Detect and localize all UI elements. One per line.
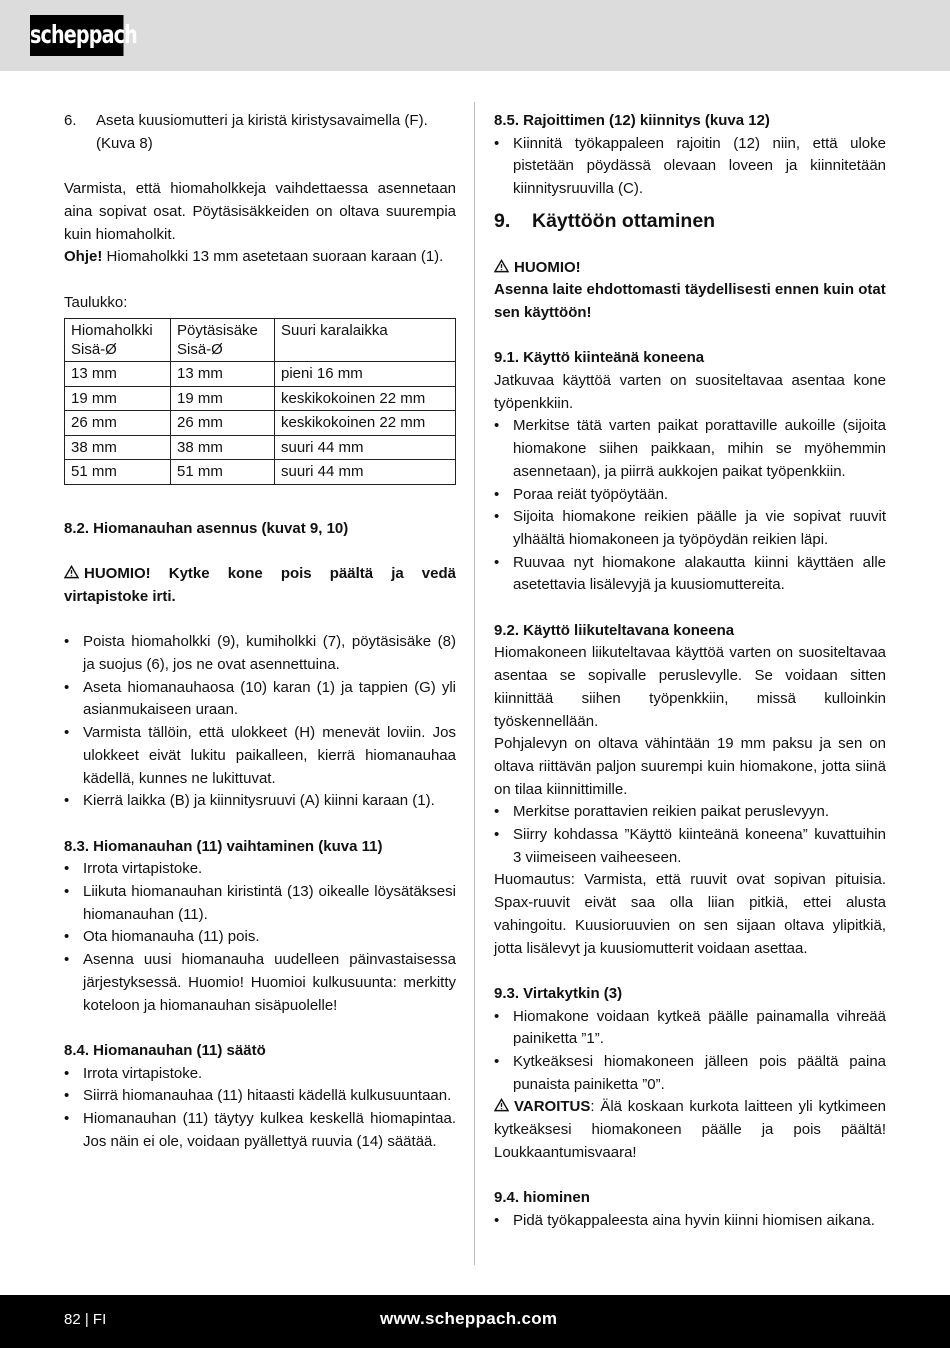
section-heading: 8.3. Hiomanauhan (11) vaihtaminen (kuva 11) — [64, 837, 383, 855]
paragraph: Varmista, että hiomaholkkeja vaihdettaessa asennetaan aina sopivat osat. Pöytäsisäkkeiden on oltava suurempia kuin hiomaholkit. — [64, 180, 456, 243]
cell: 38 mm — [171, 435, 275, 460]
list-item: • Asenna uusi hiomanauha uudelleen päinvastaisessa järjestyksessä. Huomio! Huomioi kulkusuunta: merkitty koteloon ja hiomanauhan sisäpuolelle! — [64, 949, 456, 1017]
cell: 19 mm — [171, 386, 275, 411]
bullet-list — [494, 1006, 886, 1097]
cell: keskikokoinen 22 mm — [275, 386, 456, 411]
step-text: Aseta kuusiomutteri ja kiristä kiristysavaimella (F). (Kuva 8) — [96, 112, 428, 152]
list-item: • Merkitse tätä varten paikat porattaville aukoille (sijoita hiomakone siihen paikkaan, mihin se myöhemmin asennetaan), ja piirrä aukkojen paikat työpenkkiin. — [494, 415, 886, 483]
section-heading: 9.2. Käyttö liikuteltavana koneena — [494, 621, 735, 639]
section-heading: 8.5. Rajoittimen (12) kiinnitys (kuva 12) — [494, 112, 770, 129]
list-item: • Sijoita hiomakone reikien päälle ja vie sopivat ruuvit ylhäältä hiomakoneen ja työpöydän reikien läpi. — [494, 506, 886, 551]
bullet-list — [64, 858, 456, 1017]
list-item: • Pidä työkappaleesta aina hyvin kiinni hiomisen aikana. — [494, 1210, 886, 1233]
sleeve-table — [64, 318, 456, 485]
list-item: • Kytkeäksesi hiomakoneen jälleen pois päältä paina punaista painiketta ”0”. — [494, 1051, 886, 1096]
list-item: • Siirry kohdassa ”Käyttö kiinteänä koneena” kuvattuihin 3 viimeiseen vaiheeseen. — [494, 824, 886, 869]
cell: keskikokoinen 22 mm — [275, 411, 456, 436]
list-item: • Irrota virtapistoke. — [64, 858, 456, 881]
paragraph: Jatkuvaa käyttöä varten on suositeltavaa asentaa kone työpenkkiin. — [494, 372, 886, 412]
bullet-list — [64, 1063, 456, 1154]
page-number: 82 | FI — [64, 1311, 107, 1328]
cell: pieni 16 mm — [275, 362, 456, 387]
warning-label: HUOMIO! — [514, 258, 581, 276]
chapter-title: Käyttöön ottaminen — [532, 209, 716, 232]
bullet-list — [494, 801, 886, 869]
warning-icon — [494, 259, 509, 273]
note-text: Hiomaholkki 13 mm asetetaan suoraan karaan (1). — [102, 248, 444, 266]
list-item: • Liikuta hiomanauhan kiristintä (13) oikealle löysätäksesi hiomanauhan (11). — [64, 881, 456, 926]
list-item: • Hiomakone voidaan kytkeä päälle painamalla vihreää painiketta ”1”. — [494, 1006, 886, 1051]
section-heading: 8.4. Hiomanauhan (11) säätö — [64, 1041, 266, 1059]
list-item: • Poraa reiät työpöytään. — [494, 484, 886, 507]
list-item: • Varmista tällöin, että ulokkeet (H) menevät loviin. Jos ulokkeet eivät lukitu paikalleen, kierrä hiomanauhaa kädellä, kunnes ne lukittuvat. — [64, 722, 456, 790]
cell: 26 mm — [171, 411, 275, 436]
right-column — [494, 110, 886, 1233]
section-heading: 9.1. Käyttö kiinteänä koneena — [494, 349, 705, 367]
table-row — [65, 460, 456, 485]
list-item: • Ota hiomanauha (11) pois. — [64, 926, 456, 949]
bullet-list — [494, 415, 886, 597]
section-heading: 9.4. hiominen — [494, 1189, 590, 1207]
warning — [494, 257, 886, 280]
list-item: • Merkitse porattavien reikien paikat peruslevyyn. — [494, 801, 886, 824]
list-item: • Hiomanauhan (11) täytyy kulkea keskellä hiomapintaa. Jos näin ei ole, voidaan pyällettyä ruuvia (14) säätää. — [64, 1108, 456, 1153]
warning-text: : Älä koskaan kurkota laitteen yli kytkimeen kytkeäksesi hiomakoneen päälle ja pois päältä! Loukkaantumisvaara! — [494, 1098, 886, 1161]
note — [64, 246, 456, 269]
bullet-list — [64, 631, 456, 813]
list-item: • Ruuvaa nyt hiomakone alakautta kiinni käyttäen alle asetettavia lisälevyjä ja kuusiomuttereita. — [494, 552, 886, 597]
note-label: Ohje! — [64, 248, 103, 266]
list-item: • Irrota virtapistoke. — [64, 1063, 456, 1086]
bullet-list — [494, 133, 886, 201]
bullet-list — [494, 1210, 886, 1233]
list-item: • Poista hiomaholkki (9), kumiholkki (7), pöytäsisäke (8) ja suojus (6), jos ne ovat asennettuina. — [64, 631, 456, 676]
table-header: Hiomaholkki Sisä-Ø — [65, 319, 171, 362]
left-column — [64, 110, 456, 1153]
table-row — [65, 411, 456, 436]
paragraph: Huomautus: Varmista, että ruuvit ovat sopivan pituisia. Spax-ruuvit eivät saa olla liian pitkiä, ettei alusta vahingoitu. Kuusioruuvien on sen sijaan oltava ylipitkiä, jotta lisälevyt ja kuusiomutterit voidaan asettaa. — [494, 871, 886, 957]
table-label: Taulukko: — [64, 293, 128, 311]
table-header: Suuri karalaikka — [275, 319, 456, 362]
list-item: • Kierrä laikka (B) ja kiinnitysruuvi (A) kiinni karaan (1). — [64, 790, 456, 813]
warning — [494, 1096, 886, 1164]
cell: 13 mm — [171, 362, 275, 387]
table-row — [65, 386, 456, 411]
cell: 19 mm — [65, 386, 171, 411]
cell: 51 mm — [171, 460, 275, 485]
section-heading: 9.3. Virtakytkin (3) — [494, 984, 623, 1002]
warning-text: Asenna laite ehdottomasti täydellisesti ennen kuin otat sen käyttöön! — [494, 281, 886, 321]
warning-label: VAROITUS — [514, 1098, 591, 1116]
step-6 — [64, 110, 456, 155]
table-row — [65, 362, 456, 387]
cell: suuri 44 mm — [275, 460, 456, 485]
cell: suuri 44 mm — [275, 435, 456, 460]
footer — [0, 1295, 950, 1348]
list-item: • Siirrä hiomanauhaa (11) hitaasti kädellä kulkusuuntaan. — [64, 1085, 456, 1108]
scheppach-logo: scheppach — [30, 15, 124, 56]
website-link[interactable]: www.scheppach.com — [380, 1309, 558, 1328]
warning — [64, 563, 456, 608]
cell: 51 mm — [65, 460, 171, 485]
column-divider — [474, 102, 475, 1265]
table-row — [65, 435, 456, 460]
table-header-row — [65, 319, 456, 362]
section-heading: 8.2. Hiomanauhan asennus (kuvat 9, 10) — [64, 519, 349, 537]
list-item: • Aseta hiomanauhaosa (10) karan (1) ja tappien (G) yli asianmukaiseen uraan. — [64, 677, 456, 722]
step-number: 6. — [64, 112, 77, 129]
chapter-number: 9. — [494, 209, 511, 232]
header-bar — [0, 0, 950, 71]
paragraph: Pohjalevyn on oltava vähintään 19 mm paksu ja sen on oltava riittävän paljon suurempi kuin hiomakone, jotta siinä on tilaa kiinnittimille. — [494, 735, 886, 798]
table-header: Pöytäsisäke Sisä-Ø — [171, 319, 275, 362]
warning-text: HUOMIO! Kytke kone pois päältä ja vedä virtapistoke irti. — [64, 565, 456, 605]
warning-icon — [64, 565, 79, 579]
cell: 26 mm — [65, 411, 171, 436]
warning-icon — [494, 1098, 509, 1112]
paragraph: Hiomakoneen liikuteltavaa käyttöä varten on suositeltavaa asentaa se sopivalle peruslevylle. Se voidaan sitten kiinnittää siihen työpenkkiin, missä kulloinkin työskennellään. — [494, 644, 886, 730]
chapter-heading — [494, 210, 886, 233]
cell: 38 mm — [65, 435, 171, 460]
cell: 13 mm — [65, 362, 171, 387]
list-item: • Kiinnitä työkappaleen rajoitin (12) niin, että uloke pistetään pöydässä olevaan loveen ja kiinnitetään kiinnitysruuvilla (C). — [494, 133, 886, 201]
